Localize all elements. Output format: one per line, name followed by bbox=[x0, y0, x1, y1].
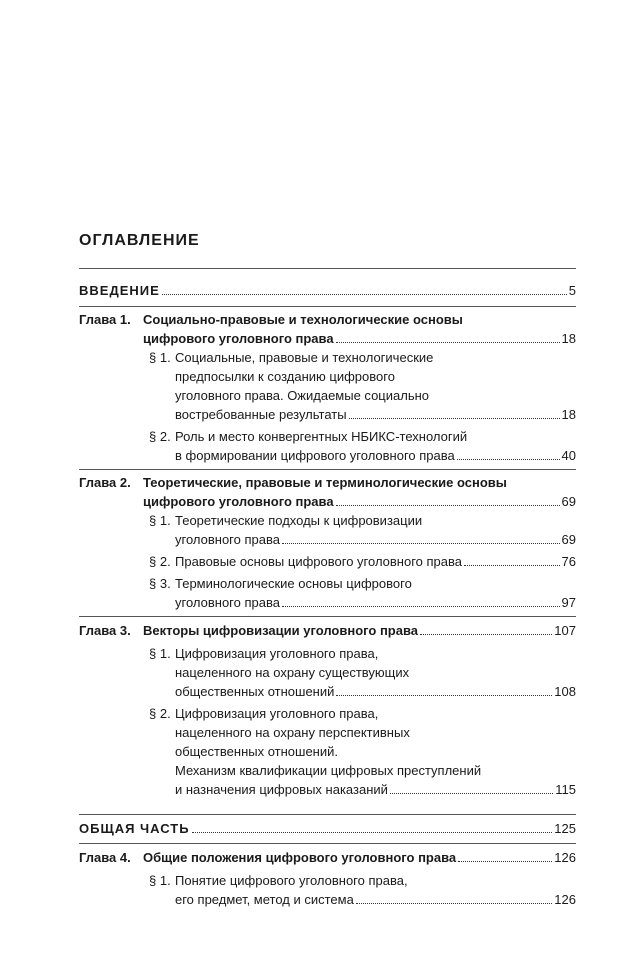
chapter-title-line: цифрового уголовного права bbox=[143, 494, 334, 509]
section-number: § 1. bbox=[149, 873, 171, 888]
part-label: ОБЩАЯ ЧАСТЬ bbox=[79, 821, 190, 836]
chapter-title-line: Теоретические, правовые и терминологические основы bbox=[143, 475, 507, 490]
toc-entry-ch2-s3-cont bbox=[79, 594, 576, 612]
toc-entry-ch4 bbox=[79, 849, 576, 867]
section-divider bbox=[79, 616, 576, 617]
section-title-line: Терминологические основы цифрового bbox=[175, 576, 412, 591]
toc-entry-ch2-s1 bbox=[79, 512, 576, 530]
toc-page bbox=[79, 0, 576, 960]
section-title-line: нацеленного на охрану перспективных bbox=[175, 725, 410, 740]
page-number: 126 bbox=[554, 892, 576, 907]
section-number: § 1. bbox=[149, 350, 171, 365]
chapter-label: Глава 2. bbox=[79, 475, 131, 490]
toc-entry-ch1-s2 bbox=[79, 428, 576, 446]
section-title-line: общественных отношений. bbox=[175, 744, 338, 759]
section-title-line: предпосылки к созданию цифрового bbox=[175, 369, 395, 384]
toc-entry-ch4-s1 bbox=[79, 872, 576, 890]
toc-entry-ch3 bbox=[79, 622, 576, 640]
section-divider bbox=[79, 306, 576, 307]
toc-entry-ch1-s1 bbox=[79, 349, 576, 367]
toc-entry-ch1 bbox=[79, 311, 576, 329]
dot-leader bbox=[349, 406, 560, 419]
page-number: 97 bbox=[561, 595, 576, 610]
toc-entry-ch1-cont bbox=[79, 330, 576, 348]
section-divider bbox=[79, 814, 576, 815]
dot-leader bbox=[192, 820, 553, 833]
section-title-line: в формировании цифрового уголовного права bbox=[175, 448, 455, 463]
page-number: 5 bbox=[568, 283, 576, 298]
toc-entry-ch2-s1-cont bbox=[79, 531, 576, 549]
section-divider bbox=[79, 843, 576, 844]
section-title-line: Социальные, правовые и технологические bbox=[175, 350, 434, 365]
page-title: ОГЛАВЛЕНИЕ bbox=[79, 232, 200, 249]
section-title-line: Роль и место конвергентных НБИКС-технологий bbox=[175, 429, 468, 444]
section-title-line: Понятие цифрового уголовного права, bbox=[175, 873, 408, 888]
dot-leader bbox=[464, 553, 560, 566]
page-number: 126 bbox=[554, 850, 576, 865]
toc-entry-ch2 bbox=[79, 474, 576, 492]
dot-leader bbox=[162, 282, 567, 295]
chapter-title-line: Векторы цифровизации уголовного права bbox=[143, 623, 419, 638]
section-title-line: Цифровизация уголовного права, bbox=[175, 706, 379, 721]
page-number: 107 bbox=[554, 623, 576, 638]
dot-leader bbox=[336, 330, 560, 343]
page-number: 115 bbox=[555, 782, 576, 797]
section-title-line: уголовного права. Ожидаемые социально bbox=[175, 388, 430, 403]
chapter-label: Глава 4. bbox=[79, 850, 131, 865]
toc-entry-intro bbox=[79, 282, 576, 300]
toc-entry-ch3-s1 bbox=[79, 645, 576, 663]
section-title-line: его предмет, метод и система bbox=[175, 892, 354, 907]
toc-entry-ch3-s2 bbox=[79, 705, 576, 723]
toc-entry-ch1-s2-cont bbox=[79, 447, 576, 465]
page-number: 69 bbox=[561, 494, 576, 509]
chapter-title-line: цифрового уголовного права bbox=[143, 331, 334, 346]
toc-entry-ch1-s1-cont bbox=[79, 387, 576, 405]
toc-entry-ch3-s1-cont bbox=[79, 664, 576, 682]
section-number: § 3. bbox=[149, 576, 171, 591]
chapter-label: Глава 1. bbox=[79, 312, 131, 327]
section-number: § 1. bbox=[149, 646, 171, 661]
toc-entry-ch3-s1-cont bbox=[79, 683, 576, 701]
section-title-line: нацеленного на охрану существующих bbox=[175, 665, 410, 680]
toc-entry-ch3-s2-cont bbox=[79, 743, 576, 761]
section-title-line: и назначения цифровых наказаний bbox=[175, 782, 388, 797]
section-title-line: уголовного права bbox=[175, 532, 280, 547]
dot-leader bbox=[390, 781, 553, 794]
section-number: § 2. bbox=[149, 706, 171, 721]
toc-entry-ch4-s1-cont bbox=[79, 891, 576, 909]
section-title-line: Правовые основы цифрового уголовного права bbox=[175, 554, 463, 569]
page-number: 18 bbox=[561, 331, 576, 346]
toc-entry-general bbox=[79, 820, 576, 838]
section-divider bbox=[79, 469, 576, 470]
dot-leader bbox=[282, 531, 560, 544]
section-title-line: уголовного права bbox=[175, 595, 280, 610]
dot-leader bbox=[336, 683, 552, 696]
toc-entry-ch3-s2-cont bbox=[79, 781, 576, 799]
toc-entry-ch2-s2 bbox=[79, 553, 576, 571]
section-title-line: общественных отношений bbox=[175, 684, 335, 699]
section-number: § 1. bbox=[149, 513, 171, 528]
section-title-line: Механизм квалификации цифровых преступлений bbox=[175, 763, 482, 778]
dot-leader bbox=[336, 493, 560, 506]
section-number: § 2. bbox=[149, 554, 171, 569]
toc-entry-ch2-s3 bbox=[79, 575, 576, 593]
page-number: 69 bbox=[561, 532, 576, 547]
page-number: 40 bbox=[561, 448, 576, 463]
chapter-label: Глава 3. bbox=[79, 623, 131, 638]
toc-entry-ch1-s1-cont bbox=[79, 368, 576, 386]
dot-leader bbox=[458, 849, 552, 862]
toc-entry-ch3-s2-cont bbox=[79, 724, 576, 742]
section-number: § 2. bbox=[149, 429, 171, 444]
section-title-line: Цифровизация уголовного права, bbox=[175, 646, 379, 661]
chapter-title-line: Общие положения цифрового уголовного права bbox=[143, 850, 457, 865]
dot-leader bbox=[282, 594, 560, 607]
page-number: 125 bbox=[554, 821, 576, 836]
title-divider bbox=[79, 268, 576, 269]
part-label: ВВЕДЕНИЕ bbox=[79, 283, 160, 298]
dot-leader bbox=[420, 622, 552, 635]
section-title-line: Теоретические подходы к цифровизации bbox=[175, 513, 423, 528]
dot-leader bbox=[356, 891, 552, 904]
dot-leader bbox=[457, 447, 560, 460]
page-number: 76 bbox=[561, 554, 576, 569]
chapter-title-line: Социально-правовые и технологические основы bbox=[143, 312, 463, 327]
toc-entry-ch3-s2-cont bbox=[79, 762, 576, 780]
page-number: 18 bbox=[561, 407, 576, 422]
page-number: 108 bbox=[554, 684, 576, 699]
toc-entry-ch1-s1-cont bbox=[79, 406, 576, 424]
section-title-line: востребованные результаты bbox=[175, 407, 347, 422]
toc-entry-ch2-cont bbox=[79, 493, 576, 511]
